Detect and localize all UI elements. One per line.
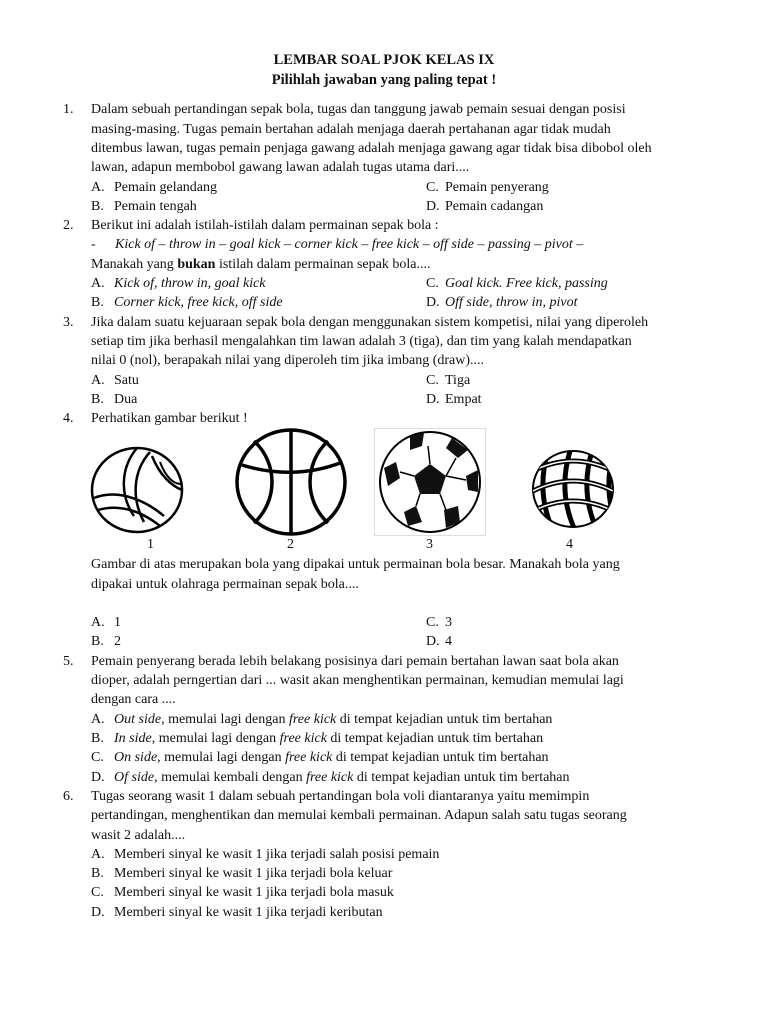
option-letter: C.: [426, 615, 439, 630]
picture-label: 3: [426, 537, 433, 552]
option-letter: B.: [91, 634, 104, 649]
option-text: di tempat kejadian untuk tim bertahan: [336, 712, 553, 727]
volleyball-icon: [90, 446, 184, 534]
worksheet-title: LEMBAR SOAL PJOK KELAS IX: [273, 52, 495, 68]
question-text-line: dengan cara ....: [91, 692, 176, 707]
option-text: di tempat kejadian untuk tim bertahan: [326, 731, 544, 746]
option-c[interactable]: [426, 178, 549, 197]
option-letter: B.: [91, 295, 104, 310]
basketball-icon: [234, 427, 348, 537]
option-a[interactable]: [91, 845, 439, 864]
question-text-line: Berikut ini adalah istilah-istilah dalam permainan sepak bola :: [91, 218, 439, 233]
question-text-line: Pemain penyerang berada lebih belakang posisinya dari pemain bertahan lawan saat bola akan: [91, 654, 619, 669]
option-text: Kick of, throw in, goal kick: [114, 276, 266, 291]
option-a[interactable]: [91, 710, 552, 729]
text-segment: Manakah yang: [91, 257, 178, 272]
picture-label: 1: [147, 537, 154, 552]
question-text-line: lawan, adapun membobol gawang lawan adalah tugas utama dari....: [91, 160, 470, 175]
option-text: 4: [445, 634, 452, 649]
option-text: Tiga: [445, 373, 471, 388]
question-text-line: nilai 0 (nol), berapakah nilai yang diperoleh tim jika imbang (draw)....: [91, 353, 485, 368]
question-text-line: masing-masing. Tugas pemain bertahan adalah menjaga daerah pertahanan agar tidak mudah: [91, 122, 611, 137]
option-d[interactable]: [91, 768, 570, 787]
option-text: Goal kick. Free kick, passing: [445, 276, 608, 291]
question-text-line: dioper, adalah perngertian dari ... wasit akan menghentikan permainan, kemudian memulai lagi: [91, 673, 624, 688]
option-a[interactable]: [91, 613, 121, 632]
option-letter: B.: [91, 731, 104, 746]
option-text: di tempat kejadian untuk tim bertahan: [353, 770, 570, 785]
option-letter: C.: [426, 276, 439, 291]
option-d[interactable]: [426, 293, 577, 312]
question-text-line: Jika dalam suatu kejuaraan sepak bola dengan menggunakan sistem kompetisi, nilai yang diperoleh: [91, 315, 649, 330]
option-text: 3: [445, 615, 452, 630]
option-d[interactable]: [426, 197, 543, 216]
option-letter: A.: [91, 615, 105, 630]
option-a[interactable]: [91, 371, 139, 390]
option-text: Memberi sinyal ke wasit 1 jika terjadi keributan: [114, 905, 383, 920]
option-letter: D.: [91, 770, 105, 785]
soccer-ball-icon: [374, 428, 486, 536]
option-letter: C.: [426, 180, 439, 195]
option-text: Memberi sinyal ke wasit 1 jika terjadi salah posisi pemain: [114, 847, 440, 862]
option-letter: C.: [426, 373, 439, 388]
option-letter: D.: [426, 295, 440, 310]
option-text: Pemain tengah: [114, 199, 197, 214]
option-letter: A.: [91, 712, 105, 727]
option-c[interactable]: [91, 748, 549, 767]
option-term: On side: [114, 750, 158, 765]
option-text: Memberi sinyal ke wasit 1 jika terjadi bola masuk: [114, 885, 394, 900]
option-text: , memulai lagi dengan: [151, 731, 280, 746]
list-dash: -: [91, 237, 96, 252]
option-c[interactable]: [426, 371, 470, 390]
option-text: , memulai kembali dengan: [154, 770, 307, 785]
option-b[interactable]: [91, 197, 197, 216]
option-c[interactable]: [426, 274, 608, 293]
option-b[interactable]: [91, 390, 137, 409]
question-text-line: dipakai untuk olahraga permainan sepak bola....: [91, 577, 359, 592]
option-text: 2: [114, 634, 121, 649]
option-d[interactable]: [91, 903, 383, 922]
option-text: , memulai lagi dengan: [161, 712, 289, 727]
option-letter: B.: [91, 392, 104, 407]
option-text: Pemain penyerang: [445, 180, 549, 195]
option-letter: D.: [426, 634, 440, 649]
picture-label: 2: [287, 537, 294, 552]
option-d[interactable]: [426, 390, 482, 409]
option-kick: free kick: [306, 770, 354, 785]
option-text: Pemain gelandang: [114, 180, 218, 195]
option-text: Off side, throw in, pivot: [445, 295, 578, 310]
question-text-line: ditembus lawan, tugas pemain penjaga gawang adalah menjaga gawang agar tidak bisa dibobol oleh: [91, 141, 652, 156]
option-d[interactable]: [426, 632, 452, 651]
option-a[interactable]: [91, 274, 266, 293]
question-text-line: Dalam sebuah pertandingan sepak bola, tugas dan tanggung jawab pemain sesuai dengan posisi: [91, 102, 626, 117]
question-number: 5.: [63, 654, 74, 669]
text-segment: istilah dalam permainan sepak bola....: [215, 257, 431, 272]
option-text: di tempat kejadian untuk tim bertahan: [332, 750, 549, 765]
worksheet-instruction: Pilihlah jawaban yang paling tepat !: [271, 72, 497, 88]
option-text: 1: [114, 615, 121, 630]
option-b[interactable]: [91, 864, 392, 883]
question-text-line: wasit 2 adalah....: [91, 828, 186, 843]
option-letter: D.: [426, 392, 440, 407]
option-letter: B.: [91, 866, 104, 881]
question-text-line: Perhatikan gambar berikut !: [91, 411, 248, 426]
option-c[interactable]: [91, 883, 394, 902]
option-text: Satu: [114, 373, 139, 388]
picture-label: 4: [566, 537, 573, 552]
option-b[interactable]: [91, 729, 543, 748]
option-kick: free kick: [279, 731, 327, 746]
question-text-line: Tugas seorang wasit 1 dalam sebuah pertandingan bola voli diantaranya yaitu memimpin: [91, 789, 590, 804]
option-text: Pemain cadangan: [445, 199, 544, 214]
option-letter: A.: [91, 373, 105, 388]
option-text: , memulai lagi dengan: [157, 750, 286, 765]
question-text-line: setiap tim jika berhasil mengalahkan tim lawan adalah 3 (tiga), dan tim yang kalah mendapatkan: [91, 334, 632, 349]
option-letter: B.: [91, 199, 104, 214]
option-letter: A.: [91, 847, 105, 862]
option-text: Memberi sinyal ke wasit 1 jika terjadi bola keluar: [114, 866, 393, 881]
option-letter: C.: [91, 750, 104, 765]
question-text-line: Gambar di atas merupakan bola yang dipakai untuk permainan bola besar. Manakah bola yang: [91, 557, 620, 572]
option-letter: C.: [91, 885, 104, 900]
option-letter: A.: [91, 180, 105, 195]
option-letter: A.: [91, 276, 105, 291]
question-number: 6.: [63, 789, 74, 804]
option-text: Empat: [445, 392, 482, 407]
question-number: 2.: [63, 218, 74, 233]
option-kick: free kick: [285, 750, 333, 765]
option-a[interactable]: [91, 178, 217, 197]
option-b[interactable]: [91, 632, 121, 651]
option-letter: D.: [426, 199, 440, 214]
worksheet-header: [0, 50, 768, 90]
option-c[interactable]: [426, 613, 452, 632]
question-number: 4.: [63, 411, 74, 426]
question-text-line: [91, 255, 430, 274]
option-text: Dua: [114, 392, 138, 407]
option-kick: free kick: [288, 712, 337, 727]
option-text: Corner kick, free kick, off side: [114, 295, 283, 310]
option-letter: D.: [91, 905, 105, 920]
emphasis-word: bukan: [177, 257, 216, 272]
option-term: Out side: [114, 712, 162, 727]
question-number: 1.: [63, 102, 74, 117]
option-term: Of side: [114, 770, 155, 785]
question-text-line: pertandingan, menghentikan dan memulai kembali permainan. Adapun salah satu tugas seorang: [91, 808, 627, 823]
option-b[interactable]: [91, 293, 283, 312]
option-term: In side: [114, 731, 152, 746]
terms-list: Kick of – throw in – goal kick – corner kick – free kick – off side – passing – pivot –: [115, 237, 584, 252]
sepak-takraw-ball-icon: [528, 446, 618, 532]
question-number: 3.: [63, 315, 74, 330]
